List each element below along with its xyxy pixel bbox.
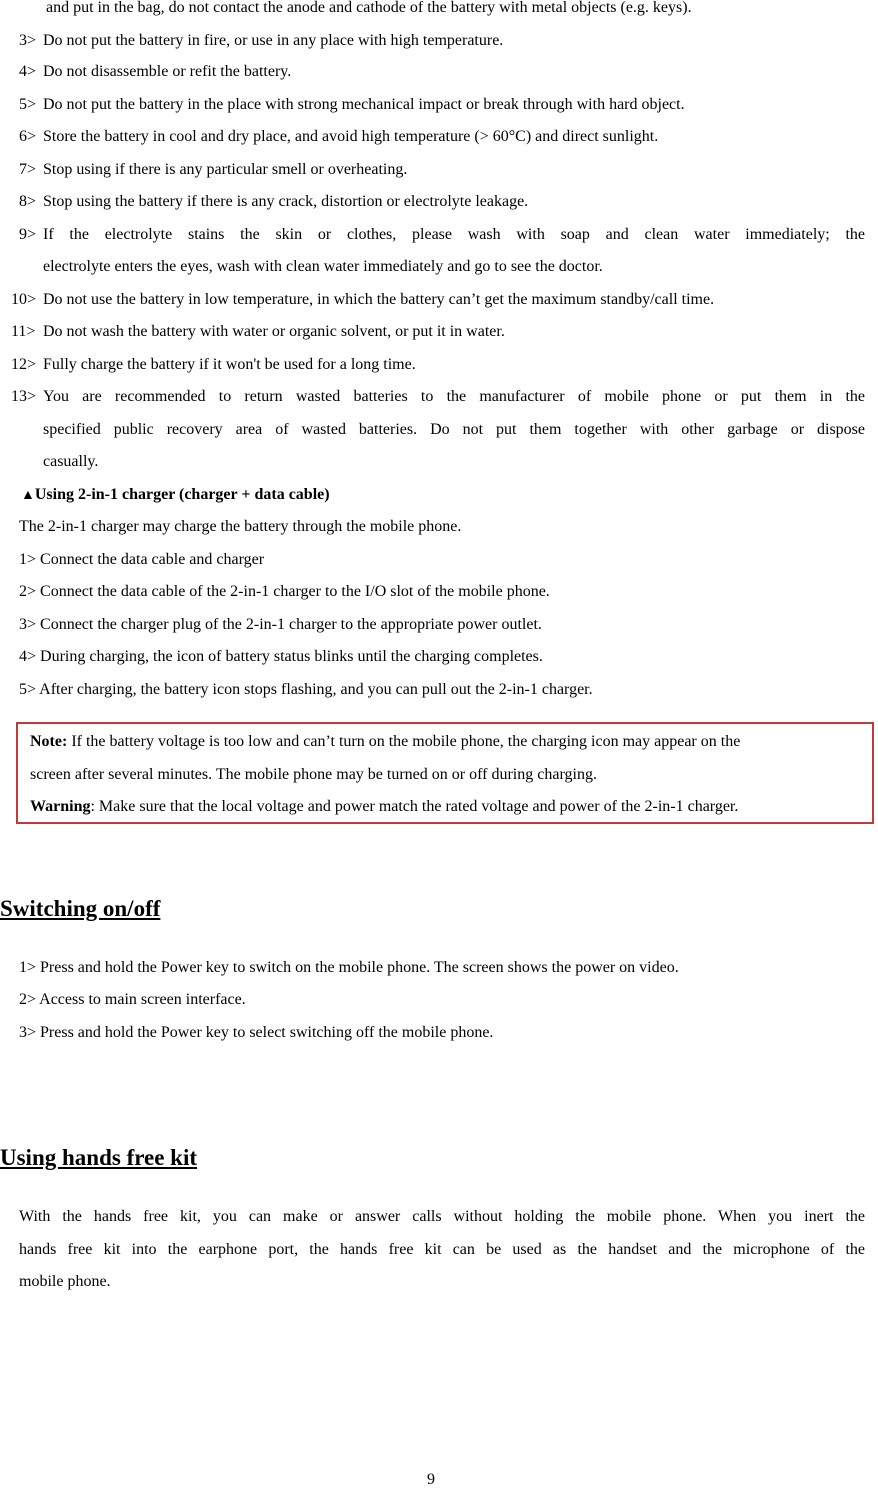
- switching-step: 2> Access to main screen interface.: [19, 991, 246, 1008]
- item-text: Do not wash the battery with water or organic solvent, or put it in water.: [43, 323, 505, 340]
- item-text: Do not put the battery in the place with strong mechanical impact or break through with hard object.: [43, 96, 685, 113]
- item-text: Do not use the battery in low temperature, in which the battery can’t get the maximum standby/call time.: [43, 291, 715, 308]
- warning-body: : Make sure that the local voltage and power match the rated voltage and power of the 2-in-1 charger.: [90, 798, 739, 815]
- handsfree-heading: Using hands free kit: [0, 1145, 198, 1170]
- switching-step: 1> Press and hold the Power key to switch on the mobile phone. The screen shows the power on video.: [19, 959, 679, 976]
- note-line-2: screen after several minutes. The mobile phone may be turned on or off during charging.: [30, 766, 597, 783]
- handsfree-paragraph-line: mobile phone.: [19, 1273, 111, 1290]
- item-number: 3>: [19, 32, 37, 49]
- item-number: 7>: [19, 161, 37, 178]
- charger-intro: The 2-in-1 charger may charge the battery through the mobile phone.: [19, 518, 462, 535]
- item-number: 11>: [11, 323, 36, 340]
- item-text: Fully charge the battery if it won't be used for a long time.: [43, 356, 416, 373]
- list-item-continuation: and put in the bag, do not contact the anode and cathode of the battery with metal objects (e.g. keys).: [46, 0, 692, 16]
- item-number: 8>: [19, 193, 37, 210]
- item-text: Store the battery in cool and dry place, and avoid high temperature (> 60°C) and direct sunlight.: [43, 128, 659, 145]
- note-label: Note:: [30, 733, 68, 750]
- warning-label: Warning: [30, 798, 91, 815]
- item-text: You are recommended to return wasted batteries to the manufacturer of mobile phone or put them in the: [43, 388, 865, 405]
- charger-step: 1> Connect the data cable and charger: [19, 551, 265, 568]
- item-text: Do not put the battery in fire, or use in any place with high temperature.: [43, 32, 504, 49]
- handsfree-paragraph-line: hands free kit into the earphone port, the hands free kit can be used as the handset and the microphone of the: [19, 1241, 865, 1258]
- item-number: 6>: [19, 128, 37, 145]
- note-text: [30, 732, 740, 752]
- charger-step: 3> Connect the charger plug of the 2-in-1 charger to the appropriate power outlet.: [19, 616, 542, 633]
- item-text: Do not disassemble or refit the battery.: [43, 63, 292, 80]
- item-text: Stop using if there is any particular smell or overheating.: [43, 161, 408, 178]
- switching-step: 3> Press and hold the Power key to select switching off the mobile phone.: [19, 1024, 494, 1041]
- warning-text: [30, 797, 738, 817]
- charger-section-title: [21, 485, 330, 506]
- page-number: 9: [427, 1471, 435, 1488]
- triangle-icon: ▲: [21, 488, 35, 503]
- charger-step: 2> Connect the data cable of the 2-in-1 charger to the I/O slot of the mobile phone.: [19, 583, 550, 600]
- item-number: 13>: [11, 388, 37, 405]
- note-line-1: If the battery voltage is too low and can’t turn on the mobile phone, the charging icon may appear on the: [67, 733, 741, 750]
- item-number: 12>: [11, 356, 37, 373]
- item-number: 5>: [19, 96, 37, 113]
- handsfree-paragraph-line: With the hands free kit, you can make or answer calls without holding the mobile phone. When you inert the: [19, 1208, 865, 1225]
- item-text-continued: electrolyte enters the eyes, wash with clean water immediately and go to see the doctor.: [43, 258, 603, 275]
- item-text-continued: specified public recovery area of wasted batteries. Do not put them together with other garbage or dispose: [43, 421, 865, 438]
- item-text: If the electrolyte stains the skin or clothes, please wash with soap and clean water immediately; the: [43, 226, 865, 243]
- item-text: Stop using the battery if there is any crack, distortion or electrolyte leakage.: [43, 193, 529, 210]
- item-number: 9>: [19, 226, 37, 243]
- charger-step: 5> After charging, the battery icon stops flashing, and you can pull out the 2-in-1 charger.: [19, 681, 593, 698]
- charger-title-text: Using 2-in-1 charger (charger + data cable): [34, 486, 330, 503]
- item-text-continued: casually.: [43, 453, 99, 470]
- charger-step: 4> During charging, the icon of battery status blinks until the charging completes.: [19, 648, 543, 665]
- item-number: 10>: [11, 291, 37, 308]
- switching-heading: Switching on/off: [0, 896, 161, 921]
- item-number: 4>: [19, 63, 37, 80]
